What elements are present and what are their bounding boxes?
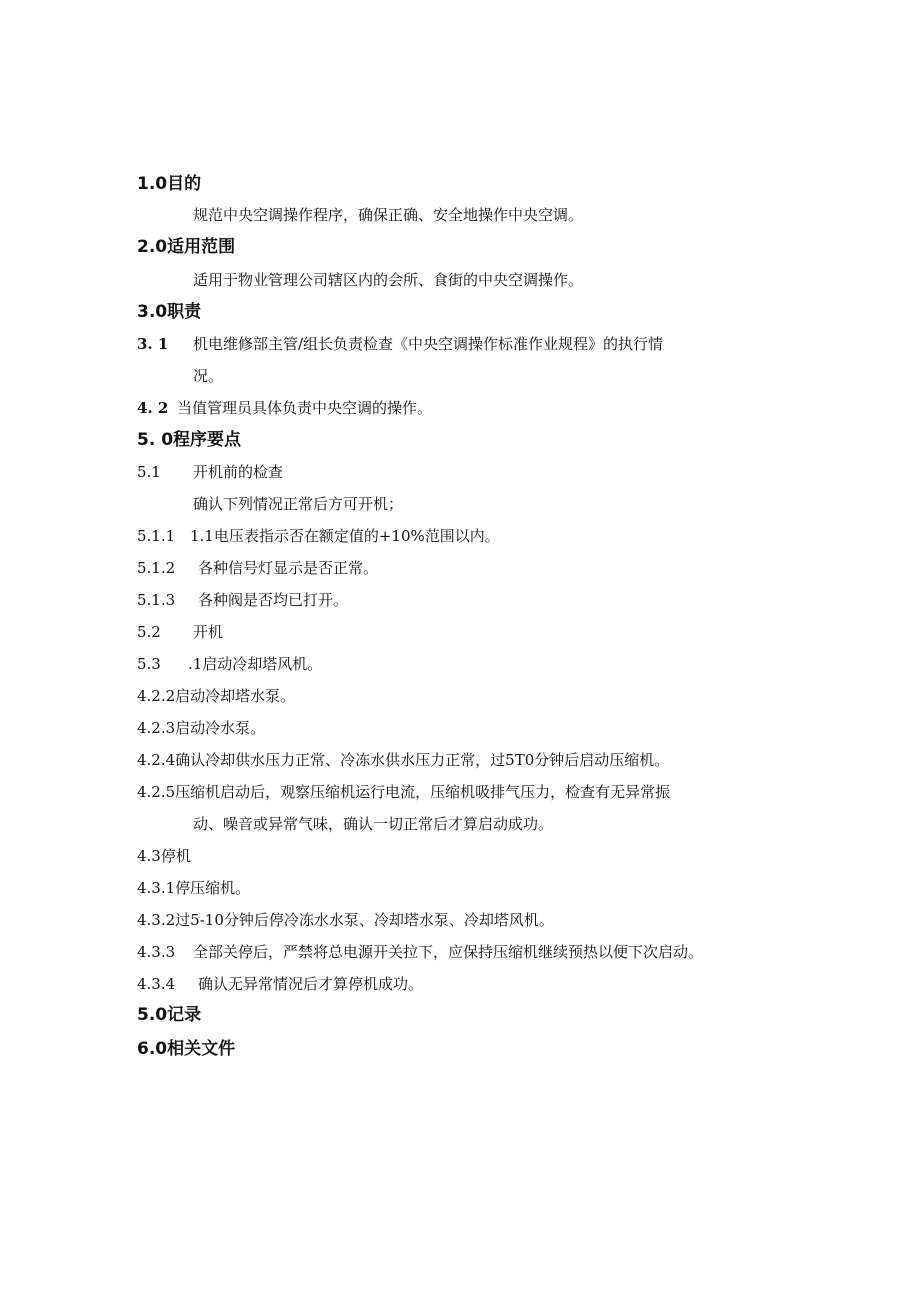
item-3-1-text: 机电维修部主管/组长负责检查《中央空调操作标准作业规程》的执行情 <box>193 335 664 353</box>
item-4-2-3: 4.2.3启动冷水泵。 <box>137 719 266 737</box>
section-1-title: 1.0目的 <box>137 174 202 194</box>
item-4-3-4-text: 确认无异常情况后才算停机成功。 <box>198 975 424 993</box>
section-2-body: 适用于物业管理公司辖区内的会所、食街的中央空调操作。 <box>193 271 584 289</box>
item-4-2-5-continuation: 动、噪音或异常气味，确认一切正常后才算启动成功。 <box>193 815 554 833</box>
item-5-3-number: 5.3 <box>137 655 161 673</box>
item-3-1-continuation: 况。 <box>193 367 224 385</box>
item-3-1-number: 3. 1 <box>137 335 169 353</box>
item-5-1-text: 开机前的检查 <box>193 463 284 481</box>
item-4-3-2: 4.3.2过5-10分钟后停冷冻水水泵、冷却塔水泵、冷却塔风机。 <box>137 911 554 929</box>
item-5-1-2-text: 各种信号灯显示是否正常。 <box>198 559 379 577</box>
item-4-2-4: 4.2.4确认冷却供水压力正常、冷冻水供水压力正常，过5T0分钟后启动压缩机。 <box>137 751 670 769</box>
item-5-2-text: 开机 <box>193 623 224 641</box>
item-4-3-1: 4.3.1停压缩机。 <box>137 879 251 897</box>
item-4-2-2: 4.2.2启动冷却塔水泵。 <box>137 687 296 705</box>
section-1-body: 规范中央空调操作程序，确保正确、安全地操作中央空调。 <box>193 206 584 224</box>
section-related-docs-title: 6.0相关文件 <box>137 1039 236 1059</box>
item-4-3-3-number: 4.3.3 <box>137 943 176 961</box>
item-4-3: 4.3停机 <box>137 847 191 865</box>
item-5-1-3-number: 5.1.3 <box>137 591 176 609</box>
item-5-2-number: 5.2 <box>137 623 161 641</box>
item-4-3-4-number: 4.3.4 <box>137 975 176 993</box>
item-4-3-3-text: 全部关停后，严禁将总电源开关拉下，应保持压缩机继续预热以便下次启动。 <box>193 943 704 961</box>
item-4-2-5: 4.2.5压缩机启动后，观察压缩机运行电流，压缩机吸排气压力，检查有无异常振 <box>137 783 671 801</box>
item-5-3-text: .1启动冷却塔风机。 <box>188 655 323 673</box>
item-5-1-number: 5.1 <box>137 463 161 481</box>
item-5-1-2-number: 5.1.2 <box>137 559 176 577</box>
item-4-2-text: 当值管理员具体负责中央空调的操作。 <box>177 399 433 417</box>
item-5-1-3-text: 各种阀是否均已打开。 <box>198 591 349 609</box>
section-records-title: 5.0记录 <box>137 1005 202 1025</box>
section-3-title: 3.0职责 <box>137 302 202 322</box>
item-4-2-number: 4. 2 <box>137 399 169 417</box>
item-5-1-1-text: 1.1电压表指示否在额定值的+10%范围以内。 <box>190 527 500 545</box>
section-5-title: 5. 0程序要点 <box>137 430 242 450</box>
item-5-1-1-number: 5.1.1 <box>137 527 176 545</box>
item-5-1-body: 确认下列情况正常后方可开机； <box>193 495 404 513</box>
section-2-title: 2.0适用范围 <box>137 237 236 257</box>
